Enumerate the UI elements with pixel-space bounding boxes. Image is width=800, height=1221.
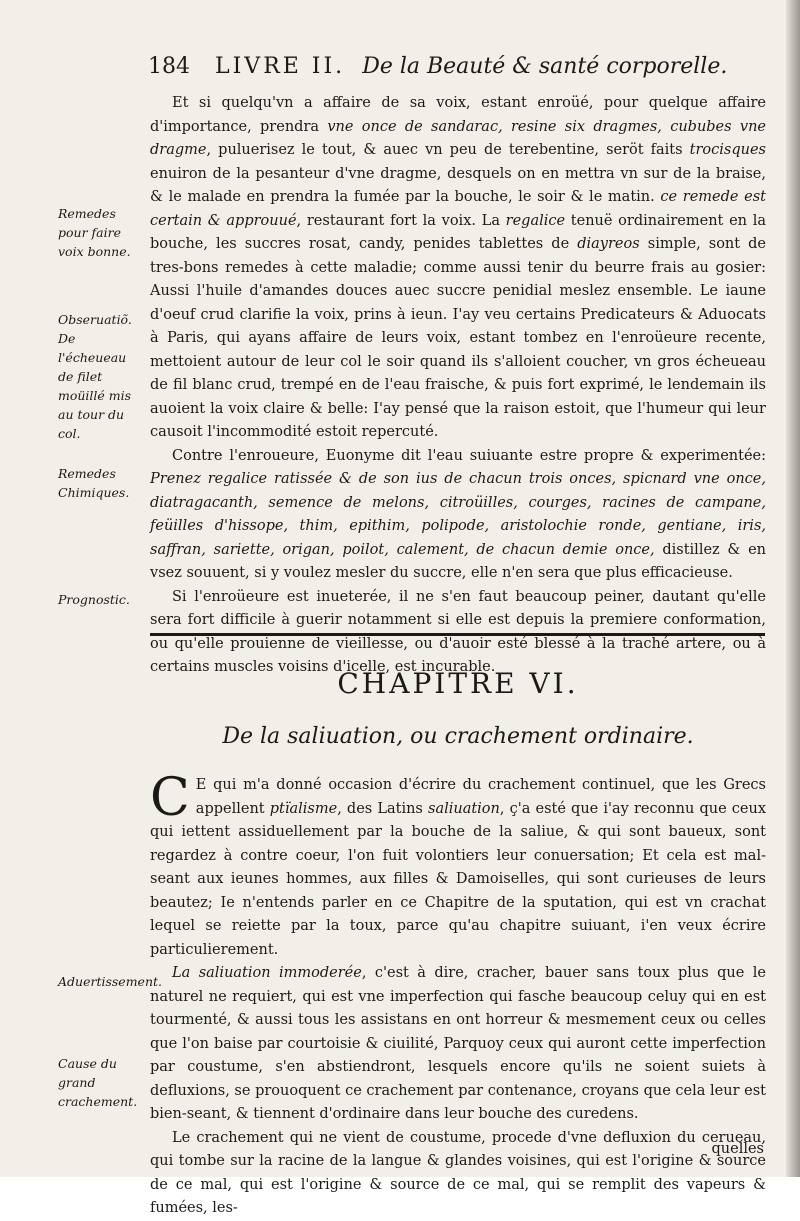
catchword: quelles (711, 1141, 764, 1157)
page-edge-shadow (786, 0, 800, 1177)
margin-note-prognostic: Prognostic. (58, 592, 130, 607)
margin-note-aduertissement: Aduertissement. (58, 974, 162, 989)
running-title: De la Beauté & santé corporelle. (362, 54, 728, 79)
margin-note-remedes-voix: Remedes pour faire voix bonne. (58, 206, 131, 259)
page-number: 184 (148, 54, 190, 79)
paragraph-salivation-intro: C E qui m'a donné occasion d'écrire du crachement continuel, que les Grecs appellent ptïalisme, des Latins saliuation, ç'a esté que i'ay reconnu que ceux qui iettent assiduellement par la bouche de la saliue, & qui sont baueux, sont regardez à contre coeur, l'on fuit volontiers leur conuersation; Et cela est mal-seant aux ieunes hommes, aux filles & Damoiselles, qui sont curieuses de leurs beautez; Ie n'entends parler en ce Chapitre de la sputation, qui est vn crachat lequel se reiette par la toux, parce qu'au chapitre suiuant, i'en veux écrire particulierement. (150, 768, 767, 958)
chapter-subtitle: De la saliuation, ou crachement ordinaire. (222, 724, 694, 749)
paragraph-euonyme-water: Contre l'enroueure, Euonyme dit l'eau suiuante estre propre & experimentée: Prenez regalice ratissée & de son ius de chacun trois onces, spicnard vne once, diatragacanth, semence de melons, citroüilles, courges, racines de campane, feüilles d'hissope, thim, epithim, polipode, aristolochie ronde, gentiane, iris, saffran, sariette, origan, poilot, calement, de chacun demie once, distillez & en vsez souuent, si y voulez mesler du succre, elle n'en sera que plus efficacieuse. (150, 447, 766, 581)
running-head (148, 52, 728, 82)
body-text-top (150, 92, 766, 680)
margin-note-remedes-chimiques: Remedes Chimiques. (58, 466, 130, 500)
book-label: LIVRE II. (215, 54, 346, 79)
margin-note-cause: Cause du grand crachement. (58, 1056, 138, 1109)
body-text-bottom (150, 768, 767, 1221)
paragraph-cause: Le crachement qui ne vient de coustume, procede d'vne defluxion du cerueau, qui tombe sur la racine de la langue & glandes voisines, qui est l'origine & source de ce mal, qui est l'origine & source de ce mal, qui se remplit des vapeurs & fumées, les- (150, 1129, 766, 1216)
chapter-title: CHAPITRE VI. (337, 667, 579, 700)
drop-cap: C (150, 768, 190, 828)
paragraph-inveterate-hoarseness: Si l'enroüeure est inueterée, il ne s'en faut beaucoup peiner, dautant qu'elle sera fort difficile à guerir notamment si elle est depuis la premiere conformation, ou qu'elle prouienne de vieillesse, ou d'auoir esté blessé à la traché artere, ou à certains muscles voisins d'icelle, est incurable. (150, 588, 766, 675)
paragraph-voice-remedy: Et si quelqu'vn a affaire de sa voix, estant enroüé, pour quelque affaire d'importance, prendra vne once de sandarac, resine six dragmes, cububes vne dragme, puluerisez le tout, & auec vn peu de terebentine, seröt faits trocisques enuiron de la pesanteur d'vne dragme, desquels on en mettra vn sur de la braise, & le malade en prendra la fumée par la bouche, le soir & le matin. ce remede est certain & approuué, restaurant fort la voix. La regalice tenuë ordinairement en la bouche, les succres rosat, candy, penides tablettes de diayreos simple, sont de tres-bons remedes à cette maladie; comme aussi tenir du beurre frais au gosier: Aussi l'huile d'amandes douces auec succre penidial meslez ensemble. Le iaune d'oeuf crud clarifie la voix, prins à ieun. I'ay veu certains Predicateurs & Aduocats à Paris, qui ayans affaire de leurs voix, estant tombez en l'enroüeure recente, mettoient autour de leur col le soir quand ils s'alloient coucher, vn gros écheueau de fil blanc crud, trempé en de l'eau fraische, & puis fort exprimé, le lendemain ils auoient la voix claire & belle: I'ay pensé que la raison estoit, que l'humeur qui leur causoit l'incommodité estoit repercuté. (150, 95, 767, 440)
chapter-divider-rule (150, 633, 765, 636)
paragraph-immoderate-salivation: La saliuation immoderée, c'est à dire, cracher, bauer sans toux plus que le naturel ne requiert, qui est vne imperfection qui fasche beaucoup celuy qui en est tourmenté, & aussi tous les assistans en ont horreur & mesmement ceux ou celles que l'on baise par courtoisie & ciuilité, Parquoy ceux qui auront cette imperfection par coustume, s'en abstiendront, lesquels encore qu'ils ne soient suiets à defluxions, se prouoquent ce crachement par contenance, croyans que cela leur est bien-seant, & tiennent d'ordinaire dans leur bouche des curedens. (150, 965, 766, 1122)
margin-note-observation: Obseruatiõ. De l'écheueau de filet moüillé mis au tour du col. (58, 312, 132, 441)
